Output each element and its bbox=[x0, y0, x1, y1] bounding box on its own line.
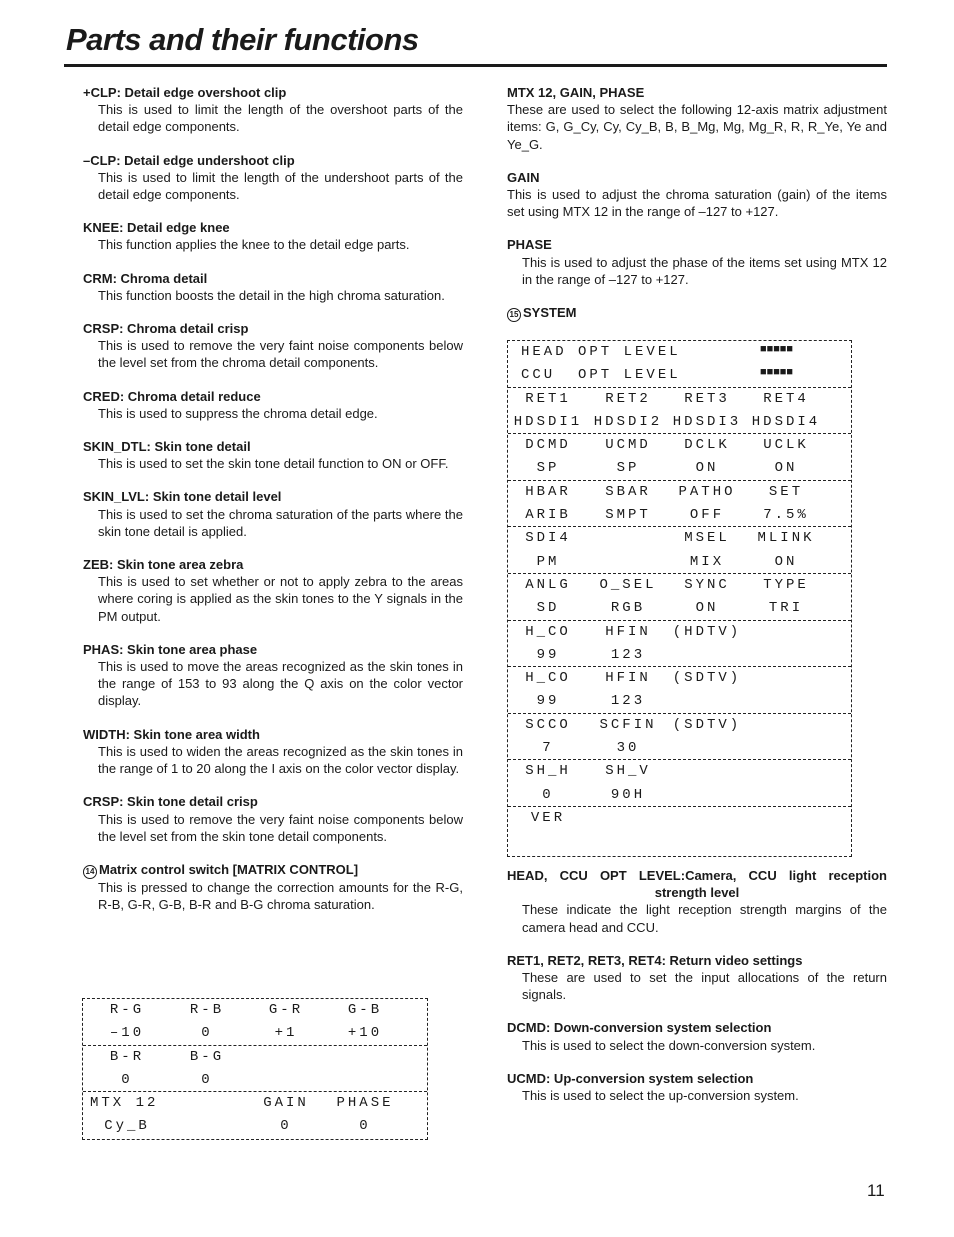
menu-cell: RGB bbox=[610, 600, 646, 617]
menu-cell: +10 bbox=[347, 1025, 383, 1042]
entry-body: This is used to widen the areas recognized as the skin tones in the range of 1 to 20 along the I axis on the color vector display. bbox=[98, 743, 463, 777]
menu-cell: H_CO bbox=[525, 623, 571, 640]
menu-group bbox=[508, 527, 851, 574]
menu-row bbox=[508, 504, 851, 527]
entry-skin-dtl bbox=[83, 438, 463, 472]
menu-cell: SP bbox=[536, 460, 560, 477]
menu-cell: 123 bbox=[610, 646, 646, 663]
entry-heading: WIDTH: Skin tone area width bbox=[83, 726, 260, 742]
level-meter: ■■■■■ bbox=[760, 367, 794, 380]
entry-heading-cont: strength level bbox=[654, 885, 740, 901]
menu-cell: ARIB bbox=[525, 507, 571, 524]
menu-cell: SCCO bbox=[525, 716, 571, 733]
menu-cell: ON bbox=[774, 460, 798, 477]
menu-cell: HFIN bbox=[605, 670, 651, 687]
menu-cell: HBAR bbox=[525, 483, 571, 500]
matrix-menu-screen bbox=[82, 998, 428, 1140]
menu-cell: ON bbox=[695, 460, 719, 477]
circled-number: 14 bbox=[83, 865, 97, 879]
menu-group bbox=[508, 621, 851, 668]
menu-row bbox=[508, 760, 851, 783]
entry-heading: 15 SYSTEM bbox=[507, 304, 887, 322]
menu-cell: (SDTV) bbox=[672, 670, 742, 687]
menu-cell: 99 bbox=[536, 693, 560, 710]
entry-crsp-skin bbox=[83, 793, 463, 845]
menu-group bbox=[83, 999, 427, 1046]
menu-row bbox=[83, 1115, 427, 1138]
menu-row bbox=[508, 341, 851, 364]
menu-group bbox=[508, 388, 851, 435]
menu-cell: 99 bbox=[536, 646, 560, 663]
menu-row bbox=[508, 551, 851, 574]
menu-cell: G-B bbox=[347, 1002, 383, 1018]
menu-cell: Cy_B bbox=[104, 1118, 150, 1135]
entry-opt-level bbox=[507, 867, 887, 936]
menu-cell: 0 bbox=[359, 1118, 371, 1135]
menu-row bbox=[508, 434, 851, 457]
menu-cell: UCLK bbox=[763, 437, 809, 454]
menu-cell: 0 bbox=[280, 1118, 292, 1135]
entry-body: This is used to set the chroma saturation of the parts where the skin tone detail is applied. bbox=[98, 506, 463, 539]
menu-cell: (HDTV) bbox=[672, 623, 742, 640]
entry-ret bbox=[507, 952, 887, 1004]
entry-body: This is used to select the down-conversion system. bbox=[522, 1037, 816, 1053]
menu-cell: MTX 12 bbox=[90, 1095, 159, 1112]
entry-body: These indicate the light reception strength margins of the camera head and CCU. bbox=[522, 902, 887, 935]
entry-skin-lvl bbox=[83, 488, 463, 540]
menu-cell: HDSDI1 bbox=[513, 413, 583, 430]
entry-heading: +CLP: Detail edge overshoot clip bbox=[83, 85, 287, 100]
menu-row bbox=[83, 1069, 427, 1092]
menu-row bbox=[508, 527, 851, 550]
entry-crm bbox=[83, 270, 463, 304]
entry-body: This is used to limit the length of the overshoot parts of the detail edge components. bbox=[98, 102, 463, 135]
menu-cell: HDSDI3 bbox=[672, 413, 742, 430]
menu-cell: B-G bbox=[189, 1048, 225, 1065]
menu-cell: PHASE bbox=[336, 1095, 394, 1112]
menu-cell: SH_V bbox=[605, 763, 651, 780]
menu-cell: B-R bbox=[109, 1048, 145, 1065]
entry-heading: UCMD: Up-conversion system selection bbox=[507, 1070, 754, 1086]
entry-body: This is used to remove the very faint noise components below the level set from the skin tone detail components. bbox=[98, 811, 463, 844]
entry-body: This is used to adjust the chroma saturation (gain) of the items set using MTX 12 in the range of –127 to +127. bbox=[507, 187, 887, 220]
entry-knee bbox=[83, 219, 463, 253]
menu-cell: 30 bbox=[616, 740, 640, 757]
menu-row bbox=[508, 690, 851, 713]
entry-heading: PHASE bbox=[507, 237, 552, 253]
entry-heading: –CLP: Detail edge undershoot clip bbox=[83, 152, 295, 168]
title-rule bbox=[64, 64, 887, 67]
entry-body: This is used to limit the length of the undershoot parts of the detail edge components. bbox=[98, 169, 463, 203]
entry-heading: CRM: Chroma detail bbox=[83, 270, 208, 286]
menu-group bbox=[508, 714, 851, 761]
menu-row bbox=[508, 411, 851, 434]
menu-cell: GAIN bbox=[263, 1095, 309, 1112]
menu-cell: PATHO bbox=[678, 483, 736, 500]
entry-width bbox=[83, 726, 463, 778]
menu-row bbox=[508, 481, 851, 504]
menu-cell: OFF bbox=[689, 507, 725, 524]
menu-cell: 0 bbox=[201, 1025, 213, 1042]
menu-cell: O_SEL bbox=[599, 576, 657, 593]
entry-body: This is used to select the up-conversion system. bbox=[522, 1088, 799, 1104]
menu-cell: SDI4 bbox=[525, 530, 571, 547]
menu-cell: HEAD OPT LEVEL bbox=[521, 344, 681, 360]
menu-row bbox=[83, 1092, 427, 1115]
entry-body: This is used to move the areas recognized as the skin tones in the range of 153 to 93 along the Q axis on the color vector display. bbox=[98, 659, 463, 709]
menu-cell: SH_H bbox=[525, 763, 571, 780]
menu-row bbox=[508, 667, 851, 690]
menu-row bbox=[508, 784, 851, 807]
entry-cred bbox=[83, 388, 463, 422]
menu-row bbox=[508, 807, 851, 830]
menu-cell: 0 bbox=[201, 1071, 213, 1088]
entry-heading: RET1, RET2, RET3, RET4: Return video settings bbox=[507, 952, 803, 968]
entry-phase bbox=[507, 236, 887, 288]
menu-cell: R-G bbox=[109, 1002, 145, 1018]
menu-cell: TYPE bbox=[763, 576, 809, 593]
menu-row bbox=[508, 644, 851, 667]
entry-body: This is used to set the skin tone detail function to ON or OFF. bbox=[98, 456, 449, 472]
menu-group bbox=[508, 667, 851, 714]
menu-cell: SYNC bbox=[684, 576, 730, 593]
entry-body: This function applies the knee to the detail edge parts. bbox=[98, 237, 410, 253]
entry-heading: GAIN bbox=[507, 169, 540, 185]
menu-cell: RET4 bbox=[763, 390, 809, 407]
page-number: 11 bbox=[867, 1181, 885, 1200]
entry-heading: KNEE: Detail edge knee bbox=[83, 220, 230, 236]
menu-cell: –10 bbox=[109, 1025, 145, 1042]
menu-cell: ON bbox=[695, 600, 719, 617]
menu-row bbox=[508, 388, 851, 411]
entry-dcmd bbox=[507, 1019, 887, 1053]
menu-cell: 7.5% bbox=[763, 507, 809, 524]
entry-heading: CRED: Chroma detail reduce bbox=[83, 388, 261, 404]
menu-cell: VER bbox=[530, 809, 566, 826]
system-descriptions bbox=[507, 867, 887, 1120]
menu-row bbox=[508, 597, 851, 620]
menu-cell: RET1 bbox=[525, 390, 571, 407]
left-column bbox=[83, 84, 463, 929]
menu-group bbox=[508, 807, 851, 854]
menu-cell: RET2 bbox=[605, 390, 651, 407]
menu-cell: SBAR bbox=[605, 483, 651, 500]
menu-cell: HFIN bbox=[605, 623, 651, 640]
entry-heading: ZEB: Skin tone area zebra bbox=[83, 557, 244, 573]
menu-cell: (SDTV) bbox=[672, 716, 742, 733]
menu-cell: 123 bbox=[610, 693, 646, 710]
menu-cell: +1 bbox=[274, 1025, 298, 1042]
menu-group bbox=[508, 760, 851, 807]
menu-cell: HDSDI2 bbox=[593, 413, 663, 430]
menu-row bbox=[508, 574, 851, 597]
right-column bbox=[507, 84, 887, 338]
menu-cell: H_CO bbox=[525, 670, 571, 687]
entry-crsp-chroma bbox=[83, 320, 463, 372]
entry-heading: HEAD, CCU OPT LEVEL:Camera, CCU light reception bbox=[507, 868, 887, 883]
menu-cell: MIX bbox=[689, 553, 725, 570]
entry-heading: 14 Matrix control switch [MATRIX CONTROL] bbox=[83, 861, 463, 879]
menu-row bbox=[83, 1022, 427, 1045]
menu-cell: SP bbox=[616, 460, 640, 477]
menu-cell: PM bbox=[536, 553, 560, 570]
entry-body: This is used to adjust the phase of the items set using MTX 12 in the range of –127 to +127. bbox=[522, 254, 887, 287]
entry-body: This is used to set whether or not to apply zebra to the areas where coring is applied as the skin tones to the Y signals in the PM output. bbox=[98, 574, 463, 624]
entry-heading: PHAS: Skin tone area phase bbox=[83, 641, 258, 657]
entry-heading: CRSP: Skin tone detail crisp bbox=[83, 794, 258, 810]
entry-body: These are used to select the following 12-axis matrix adjustment items: G, G_Cy, Cy, Cy_B, B, B_Mg, Mg, Mg_R, R, R_Ye, Ye and Ye_G. bbox=[507, 102, 887, 152]
entry-body: This function boosts the detail in the high chroma saturation. bbox=[98, 287, 445, 303]
entry-zeb bbox=[83, 556, 463, 625]
menu-row bbox=[508, 621, 851, 644]
menu-group bbox=[508, 481, 851, 528]
menu-cell: DCMD bbox=[525, 437, 571, 454]
entry-matrix-control bbox=[83, 861, 463, 913]
menu-cell: ON bbox=[774, 553, 798, 570]
menu-cell: ANLG bbox=[525, 576, 571, 593]
page-title: Parts and their functions bbox=[66, 22, 419, 57]
menu-cell: SD bbox=[536, 600, 560, 617]
menu-cell: RET3 bbox=[684, 390, 730, 407]
entry-body: This is pressed to change the correction amounts for the R-G, R-B, G-R, G-B, B-R and B-G chroma saturation. bbox=[98, 879, 463, 913]
menu-row bbox=[508, 714, 851, 737]
menu-group bbox=[83, 1046, 427, 1093]
menu-row bbox=[508, 457, 851, 480]
menu-cell: 90H bbox=[610, 786, 646, 803]
menu-cell: CCU OPT LEVEL bbox=[521, 367, 681, 384]
menu-group bbox=[508, 574, 851, 621]
menu-cell: MSEL bbox=[684, 530, 730, 547]
entry-ucmd bbox=[507, 1070, 887, 1104]
entry-clp-minus bbox=[83, 152, 463, 204]
circled-number: 15 bbox=[507, 308, 521, 322]
level-meter: ■■■■■ bbox=[760, 344, 794, 356]
menu-cell: HDSDI4 bbox=[751, 413, 821, 430]
menu-cell: 0 bbox=[121, 1071, 133, 1088]
menu-cell: MLINK bbox=[757, 530, 815, 547]
entry-mtx12 bbox=[507, 84, 887, 153]
menu-row bbox=[83, 999, 427, 1022]
system-menu-screen bbox=[507, 340, 852, 857]
menu-cell: SMPT bbox=[605, 507, 651, 524]
entry-heading: MTX 12, GAIN, PHASE bbox=[507, 85, 645, 100]
menu-group bbox=[508, 341, 851, 388]
menu-cell: DCLK bbox=[684, 437, 730, 454]
menu-cell: 7 bbox=[542, 740, 554, 757]
menu-cell: SET bbox=[768, 483, 804, 500]
menu-group bbox=[83, 1092, 427, 1139]
entry-body: These are used to set the input allocations of the return signals. bbox=[522, 970, 887, 1003]
menu-cell: SCFIN bbox=[599, 716, 657, 733]
menu-cell: R-B bbox=[189, 1002, 225, 1018]
entry-gain bbox=[507, 169, 887, 221]
menu-cell: TRI bbox=[768, 600, 804, 617]
menu-row bbox=[508, 737, 851, 760]
entry-body: This is used to suppress the chroma detail edge. bbox=[98, 405, 378, 421]
menu-row bbox=[508, 364, 851, 387]
entry-clp-plus bbox=[83, 84, 463, 136]
entry-heading: SKIN_LVL: Skin tone detail level bbox=[83, 489, 282, 505]
menu-cell: UCMD bbox=[605, 437, 651, 454]
entry-phas bbox=[83, 641, 463, 710]
menu-cell: G-R bbox=[268, 1002, 304, 1018]
menu-cell: 0 bbox=[542, 786, 554, 803]
entry-heading: SKIN_DTL: Skin tone detail bbox=[83, 439, 251, 455]
entry-heading: DCMD: Down-conversion system selection bbox=[507, 1020, 772, 1036]
entry-heading: CRSP: Chroma detail crisp bbox=[83, 321, 249, 337]
entry-body: This is used to remove the very faint noise components below the level set from the chroma detail components. bbox=[98, 338, 463, 371]
menu-row bbox=[83, 1046, 427, 1069]
menu-group bbox=[508, 434, 851, 481]
entry-system bbox=[507, 304, 887, 322]
